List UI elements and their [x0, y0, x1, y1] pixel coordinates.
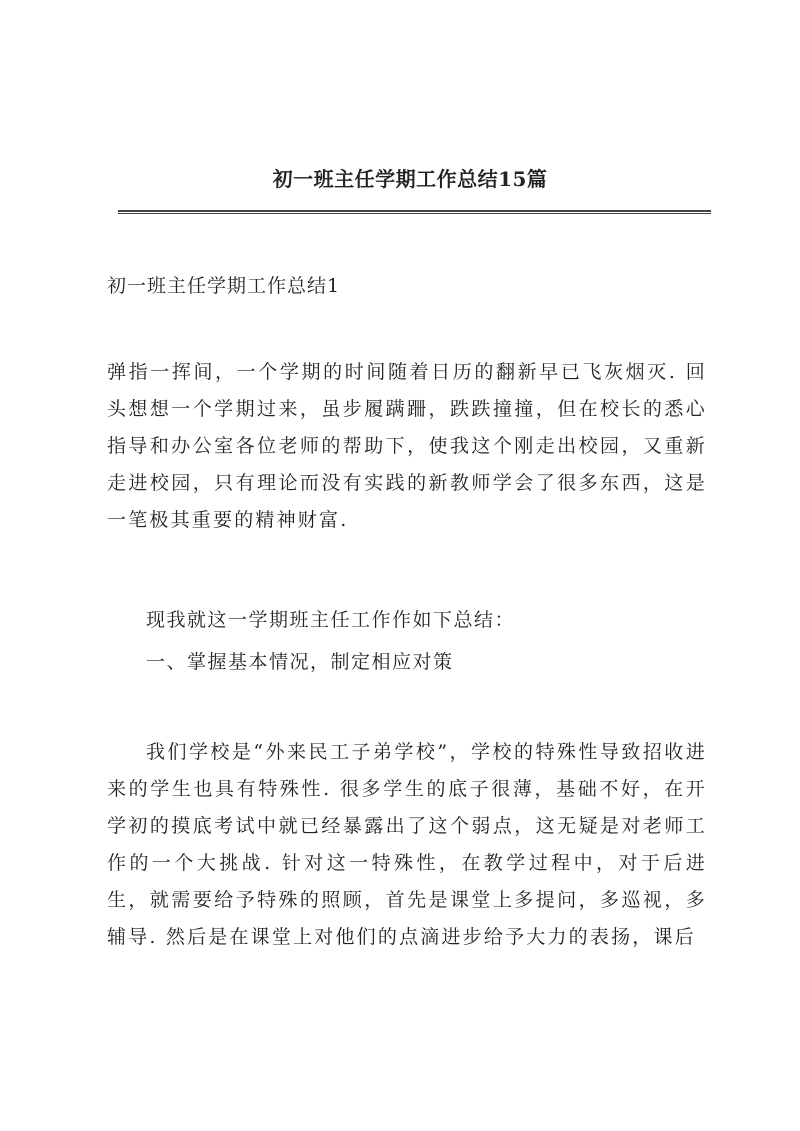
document-title: 初一班主任学期工作总结15篇	[272, 167, 548, 191]
body-paragraph-school: 我们学校是“外来民工子弟学校”，学校的特殊性导致招收进来的学生也具有特殊性. 很多学生的底子很薄，基础不好，在开学初的摸底考试中就已经暴露出了这个弱点，这无疑是对老师工作的一个大挑战. 针对这一特殊性，在教学过程中，对于后进生，就需要给予特殊的照顾，首先是课堂上多提问，多巡视，多辅导. 然后是在课堂上对他们的点滴进步给予大力的表扬，课后	[107, 741, 707, 948]
body-paragraph-summary-lead: 现我就这一学期班主任工作作如下总结：	[146, 609, 516, 631]
title-divider	[118, 210, 711, 214]
subsection-heading-1: 一、掌握基本情况，制定相应对策	[146, 651, 454, 673]
section-heading: 初一班主任学期工作总结1	[107, 275, 341, 297]
body-paragraph-intro: 弹指一挥间，一个学期的时间随着日历的翻新早已飞灰烟灭. 回头想想一个学期过来，虽步履蹒跚，跌跌撞撞，但在校长的悉心指导和办公室各位老师的帮助下，使我这个刚走出校园，又重新走进校园，只有理论而没有实践的新教师学会了很多东西，这是一笔极其重要的精神财富.	[107, 361, 707, 531]
